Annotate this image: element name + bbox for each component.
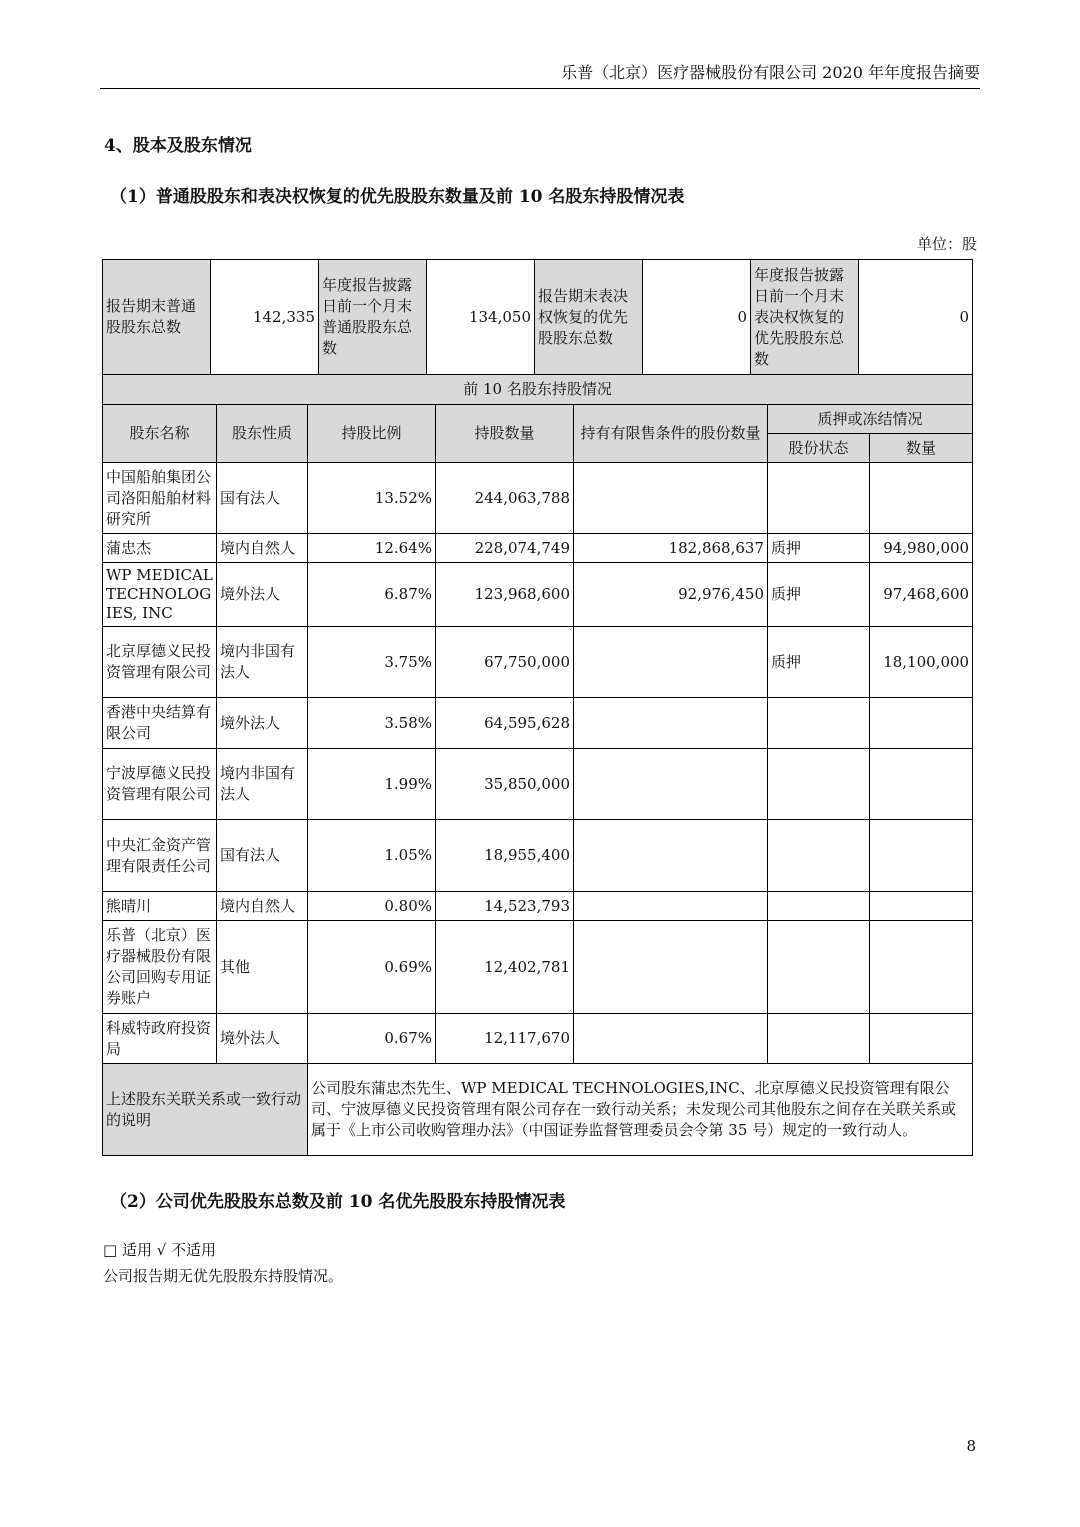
shareholder-nature: 境外法人: [217, 563, 308, 627]
restricted-shares: [574, 820, 768, 892]
shareholding-ratio: 6.87%: [308, 563, 436, 627]
header-restricted: 持有有限售条件的股份数量: [574, 405, 768, 463]
shareholding-ratio: 3.58%: [308, 698, 436, 749]
summary-label-preferred-holders: 报告期末表决权恢复的优先股股东总数: [535, 260, 643, 375]
relation-row: [103, 1064, 973, 1156]
shareholder-name: 蒲忠杰: [103, 534, 217, 563]
pledge-amount: [870, 1014, 973, 1064]
shareholding-ratio: 1.99%: [308, 749, 436, 820]
preferred-shares-note: 公司报告期无优先股股东持股情况。: [103, 1267, 344, 1285]
summary-value-preferred-holders: 0: [643, 260, 751, 375]
header-ratio: 持股比例: [308, 405, 436, 463]
shareholder-nature: 境内非国有法人: [217, 627, 308, 698]
restricted-shares: [574, 749, 768, 820]
shareholding-ratio: 3.75%: [308, 627, 436, 698]
page-number: 8: [966, 1437, 976, 1455]
shareholder-nature: 境内非国有法人: [217, 749, 308, 820]
shareholding-qty: 14,523,793: [436, 892, 574, 921]
restricted-shares: 92,976,450: [574, 563, 768, 627]
table-row: [103, 892, 973, 921]
pledge-status: [768, 463, 870, 534]
shareholder-nature: 境外法人: [217, 1014, 308, 1064]
restricted-shares: [574, 463, 768, 534]
relation-text: 公司股东蒲忠杰先生、WP MEDICAL TECHNOLOGIES,INC、北京厚德义民投资管理有限公司、宁波厚德义民投资管理有限公司存在一致行动关系；未发现公司其他股东之间存在关联关系或属于《上市公司收购管理办法》（中国证券监督管理委员会令第 35 号）规定的一致行动人。: [308, 1064, 973, 1156]
shareholding-qty: 64,595,628: [436, 698, 574, 749]
pledge-status: [768, 749, 870, 820]
shareholder-name: 中央汇金资产管理有限责任公司: [103, 820, 217, 892]
restricted-shares: [574, 892, 768, 921]
restricted-shares: [574, 1014, 768, 1064]
summary-label-common-holders: 报告期末普通股股东总数: [103, 260, 211, 375]
pledge-amount: 18,100,000: [870, 627, 973, 698]
pledge-amount: 97,468,600: [870, 563, 973, 627]
pledge-status: [768, 698, 870, 749]
pledge-amount: [870, 820, 973, 892]
relation-label: 上述股东关联关系或一致行动的说明: [103, 1064, 308, 1156]
shareholder-nature: 境内自然人: [217, 534, 308, 563]
shareholding-ratio: 0.67%: [308, 1014, 436, 1064]
pledge-status: 质押: [768, 534, 870, 563]
shareholder-nature: 国有法人: [217, 820, 308, 892]
restricted-shares: [574, 921, 768, 1014]
shareholder-nature: 其他: [217, 921, 308, 1014]
shareholder-name: 北京厚德义民投资管理有限公司: [103, 627, 217, 698]
shareholding-ratio: 13.52%: [308, 463, 436, 534]
pledge-status: [768, 892, 870, 921]
pledge-status: 质押: [768, 627, 870, 698]
applicability-checkbox-text: □ 适用 √ 不适用: [103, 1241, 217, 1259]
shareholding-ratio: 1.05%: [308, 820, 436, 892]
pledge-status: [768, 921, 870, 1014]
shareholding-qty: 18,955,400: [436, 820, 574, 892]
restricted-shares: [574, 698, 768, 749]
subsection-2-title: （2）公司优先股股东总数及前 10 名优先股股东持股情况表: [110, 1192, 566, 1212]
shareholder-count-summary-table: [102, 259, 973, 375]
shareholding-ratio: 0.69%: [308, 921, 436, 1014]
pledge-amount: 94,980,000: [870, 534, 973, 563]
shareholding-ratio: 12.64%: [308, 534, 436, 563]
shareholding-qty: 35,850,000: [436, 749, 574, 820]
shareholding-qty: 228,074,749: [436, 534, 574, 563]
table-row: [103, 627, 973, 698]
top10-shareholders-table: [102, 374, 973, 1156]
shareholding-ratio: 0.80%: [308, 892, 436, 921]
shareholder-name: 科威特政府投资局: [103, 1014, 217, 1064]
header-name: 股东名称: [103, 405, 217, 463]
shareholder-nature: 国有法人: [217, 463, 308, 534]
summary-value-prior-month-common-holders: 134,050: [427, 260, 535, 375]
header-amount: 数量: [870, 434, 973, 463]
header-pledge: 质押或冻结情况: [768, 405, 973, 434]
shareholding-qty: 123,968,600: [436, 563, 574, 627]
table-row: [103, 698, 973, 749]
report-header-title: 乐普（北京）医疗器械股份有限公司 2020 年年度报告摘要: [561, 63, 980, 82]
pledge-amount: [870, 892, 973, 921]
table-row: [103, 463, 973, 534]
pledge-status: [768, 820, 870, 892]
pledge-amount: [870, 698, 973, 749]
summary-value-prior-month-preferred-holders: 0: [859, 260, 973, 375]
header-nature: 股东性质: [217, 405, 308, 463]
shareholder-name: 乐普（北京）医疗器械股份有限公司回购专用证券账户: [103, 921, 217, 1014]
table-row: [103, 1014, 973, 1064]
header-status: 股份状态: [768, 434, 870, 463]
shareholding-qty: 244,063,788: [436, 463, 574, 534]
shareholding-qty: 12,402,781: [436, 921, 574, 1014]
top10-table-title: 前 10 名股东持股情况: [103, 375, 973, 405]
shareholder-name: 中国船舶集团公司洛阳船舶材料研究所: [103, 463, 217, 534]
shareholder-name: 香港中央结算有限公司: [103, 698, 217, 749]
shareholder-nature: 境内自然人: [217, 892, 308, 921]
shareholder-name: 熊晴川: [103, 892, 217, 921]
shareholder-name: 宁波厚德义民投资管理有限公司: [103, 749, 217, 820]
pledge-status: 质押: [768, 563, 870, 627]
summary-label-prior-month-preferred-holders: 年度报告披露日前一个月末表决权恢复的优先股股东总数: [751, 260, 859, 375]
shareholder-nature: 境外法人: [217, 698, 308, 749]
summary-value-common-holders: 142,335: [211, 260, 319, 375]
header-qty: 持股数量: [436, 405, 574, 463]
shareholder-name: WP MEDICAL TECHNOLOGIES, INC: [103, 563, 217, 627]
pledge-amount: [870, 921, 973, 1014]
pledge-status: [768, 1014, 870, 1064]
summary-label-prior-month-common-holders: 年度报告披露日前一个月末普通股股东总数: [319, 260, 427, 375]
table-row: [103, 534, 973, 563]
table-row: [103, 921, 973, 1014]
shareholding-qty: 67,750,000: [436, 627, 574, 698]
subsection-1-title: （1）普通股股东和表决权恢复的优先股股东数量及前 10 名股东持股情况表: [110, 187, 685, 207]
pledge-amount: [870, 749, 973, 820]
table-row: [103, 749, 973, 820]
table-row: [103, 820, 973, 892]
restricted-shares: 182,868,637: [574, 534, 768, 563]
restricted-shares: [574, 627, 768, 698]
pledge-amount: [870, 463, 973, 534]
header-divider: [100, 88, 980, 89]
unit-label: 单位：股: [916, 235, 977, 253]
table-row: [103, 563, 973, 627]
section-4-title: 4、股本及股东情况: [104, 136, 252, 156]
shareholding-qty: 12,117,670: [436, 1014, 574, 1064]
